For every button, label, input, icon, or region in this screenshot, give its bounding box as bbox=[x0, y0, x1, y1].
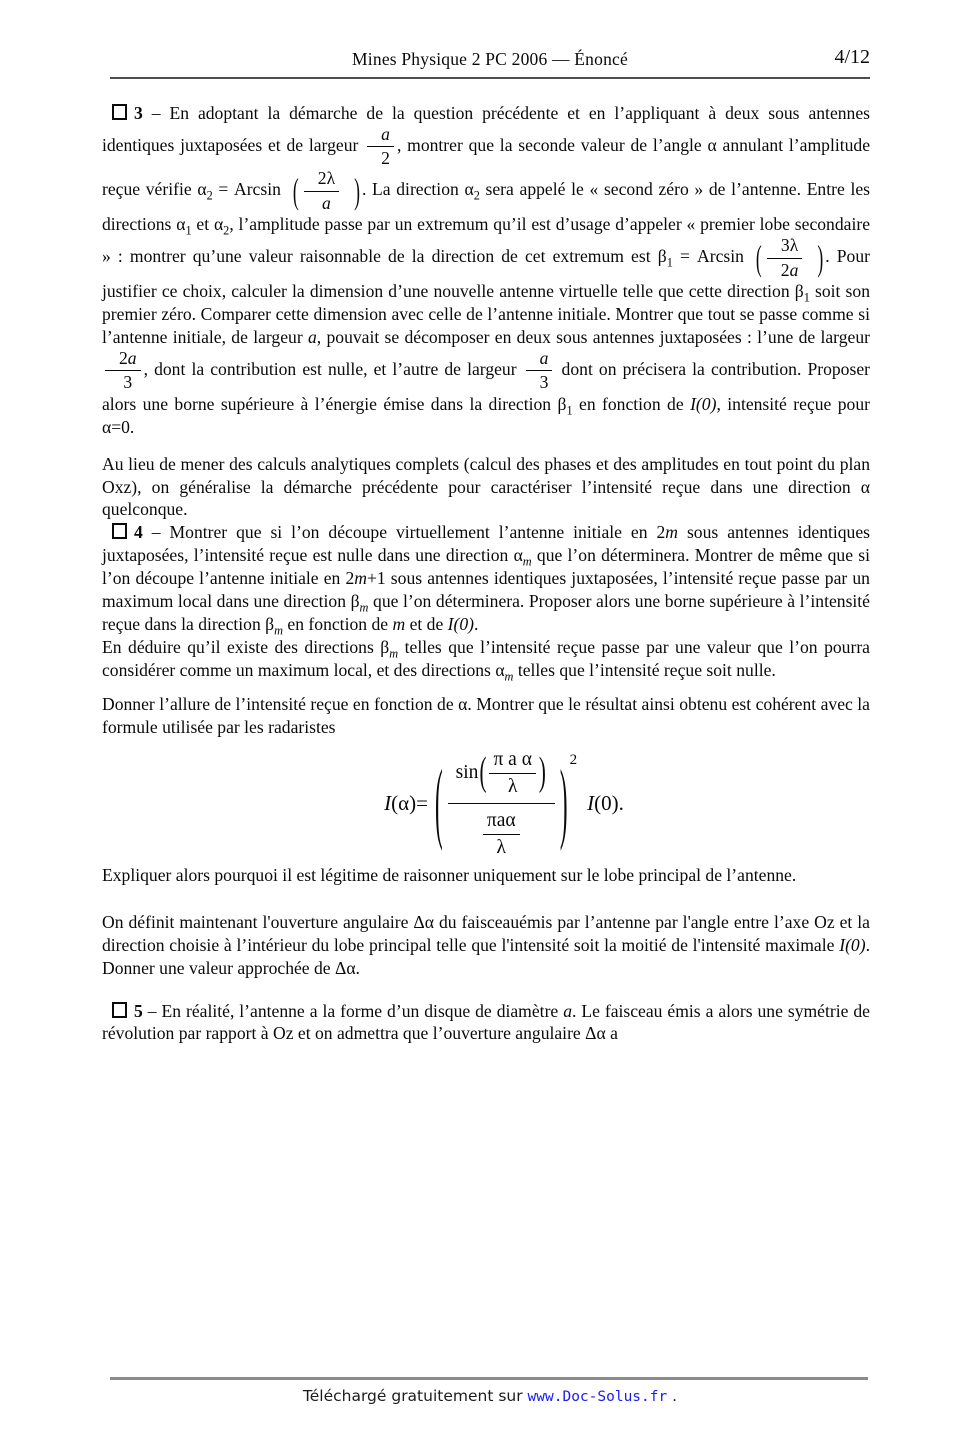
fraction-denominator: λ bbox=[507, 775, 518, 797]
equation-lhs: I(α)= bbox=[384, 790, 428, 815]
text-run: En déduire qu’il existe des directions bbox=[102, 636, 381, 657]
checkbox-icon bbox=[112, 523, 127, 539]
footer-label: Téléchargé gratuitement sur bbox=[302, 1387, 528, 1405]
text-run: dont on précisera la contribution. Proposer alors une borne supérieure à l’énergie émise dans la direction bbox=[102, 359, 870, 415]
subscript: m bbox=[274, 623, 284, 638]
variable-m: m bbox=[665, 522, 679, 543]
fraction-denominator: λ bbox=[496, 836, 507, 858]
alpha-symbol: α bbox=[495, 659, 505, 680]
beta-symbol: β bbox=[350, 590, 360, 611]
subscript: m bbox=[359, 600, 369, 615]
equation-rhs: I(0). bbox=[587, 790, 624, 815]
beta1-symbol bbox=[794, 281, 810, 305]
alpha2-symbol bbox=[213, 214, 230, 238]
subscript: m bbox=[522, 554, 532, 569]
fraction-denominator: a bbox=[322, 192, 331, 213]
beta-symbol: β bbox=[380, 636, 390, 657]
fraction-denominator: 3 bbox=[539, 372, 549, 393]
left-paren-icon: ( bbox=[479, 749, 487, 795]
beta-symbol: β bbox=[557, 394, 567, 415]
intensity-I0: I(0) bbox=[447, 613, 475, 634]
left-paren-icon: ( bbox=[755, 236, 762, 278]
page-number: 4/12 bbox=[834, 46, 870, 68]
variable-a: a bbox=[307, 327, 317, 347]
left-paren-icon: ( bbox=[435, 753, 443, 851]
text-run: . Le faisceau émis a alors une symétrie de révolution par rapport à Oz et on admettra que l’ouverture angulaire Δα a bbox=[102, 1000, 870, 1044]
page-header-title: Mines Physique 2 PC 2006 — Énoncé bbox=[352, 49, 628, 69]
subscript: 2 bbox=[223, 223, 230, 238]
intensity-I0: I(0) bbox=[690, 394, 717, 415]
alpha-symbol: α bbox=[176, 214, 186, 235]
fraction-2a-over-3 bbox=[105, 349, 141, 393]
right-paren-icon: ) bbox=[817, 236, 824, 278]
allure-paragraph: Donner l’allure de l’intensité reçue en fonction de α. Montrer que le résultat ainsi obtenu est cohérent avec la formule utilisée par les radaristes bbox=[102, 694, 870, 738]
text-run: en fonction de bbox=[572, 394, 691, 415]
beta-symbol: β bbox=[265, 613, 275, 634]
question-4-paragraph bbox=[102, 521, 871, 638]
fraction-numerator: 2a bbox=[105, 349, 141, 372]
text-run: En adoptant la démarche de la question précédente et en l’appliquant à deux sous antennes identiques juxtaposées et de largeur bbox=[102, 103, 871, 155]
checkbox-icon bbox=[112, 104, 127, 120]
doc-solus-link[interactable]: www.Doc-Solus.fr bbox=[527, 1389, 668, 1405]
fraction-denominator: 2 bbox=[381, 148, 390, 169]
footer-text bbox=[0, 1387, 980, 1405]
text-run: = Arcsin bbox=[212, 179, 281, 200]
fraction-numerator: 2λ bbox=[304, 169, 339, 192]
fraction-a-over-3 bbox=[526, 349, 553, 393]
page-header bbox=[110, 46, 870, 70]
text-run: en fonction de bbox=[283, 613, 393, 634]
beta-symbol: β bbox=[794, 281, 804, 302]
text-run: , intensité reçue pour α=0. bbox=[102, 394, 871, 437]
expliquer-paragraph: Expliquer alors pourquoi il est légitime de raisonner uniquement sur le lobe principal de l’antenne. bbox=[102, 865, 797, 886]
text-run: telles que l’intensité reçue passe par une valeur que l’on pourra considérer comme un maximum local, et des directions bbox=[102, 636, 870, 680]
footer-rule bbox=[110, 1377, 868, 1380]
radar-formula bbox=[384, 749, 624, 858]
subscript: m bbox=[504, 669, 514, 684]
text-run: . Donner une valeur approchée de Δα. bbox=[102, 934, 870, 978]
question-3-paragraph bbox=[102, 102, 870, 439]
document-body bbox=[102, 102, 870, 1045]
fraction-denominator: 3 bbox=[123, 372, 133, 393]
question-number: 4 bbox=[134, 522, 143, 543]
variable-m: m bbox=[354, 568, 367, 589]
alpha-symbol: α bbox=[513, 545, 523, 566]
subscript: 1 bbox=[185, 223, 192, 238]
alpha2-symbol bbox=[464, 179, 480, 203]
alpha-m-symbol bbox=[495, 659, 514, 684]
right-paren-icon: ) bbox=[538, 749, 546, 795]
question-number: 5 bbox=[134, 1000, 143, 1021]
fraction-a-over-2 bbox=[367, 125, 394, 169]
subscript: 1 bbox=[803, 290, 810, 305]
beta-m-symbol bbox=[350, 590, 369, 615]
fraction-denominator: 2a bbox=[780, 259, 799, 280]
text-run: sous antennes identiques juxtaposées, l’intensité reçue est nulle dans une direction bbox=[102, 522, 871, 566]
fraction-numerator: a bbox=[367, 125, 394, 148]
intensity-I0: I(0) bbox=[839, 934, 866, 955]
fraction-2lambda-over-a bbox=[304, 169, 339, 213]
question-number: 3 bbox=[134, 103, 143, 123]
right-paren-icon: ) bbox=[559, 753, 568, 851]
fraction-3lambda-over-2a bbox=[767, 236, 803, 280]
text-run: , l’amplitude passe par un extremum qu’il est d’usage d’appeler « premier lobe secondaire » : montrer qu’une valeur raisonnable de la direction de cet extremum est bbox=[102, 214, 871, 267]
alpha-symbol: α bbox=[197, 179, 207, 200]
fraction-numerator: 3λ bbox=[767, 236, 803, 259]
text-run: En réalité, l’antenne a la forme d’un disque de diamètre bbox=[161, 1000, 564, 1021]
fraction-pia-alpha-over-lambda bbox=[483, 810, 520, 858]
alpha-m-symbol bbox=[513, 545, 532, 569]
alpha-symbol: α bbox=[213, 214, 224, 235]
text-run: que l’on déterminera. Proposer alors une borne supérieure à l’intensité reçue dans la direction bbox=[102, 590, 870, 634]
text-run: et bbox=[191, 214, 214, 235]
equation-main-fraction bbox=[448, 749, 555, 858]
beta-m-symbol bbox=[380, 636, 399, 661]
text-run: Montrer que si l’on découpe virtuellement l’antenne initiale en 2 bbox=[169, 522, 666, 543]
beta-m-symbol bbox=[265, 613, 284, 638]
variable-a: a bbox=[563, 1000, 572, 1021]
sin-function: sin bbox=[455, 762, 479, 784]
text-run: sera appelé le « second zéro » de l’antenne. Entre les directions bbox=[102, 179, 871, 235]
text-run: soit son premier zéro. Comparer cette dimension avec celle de l’antenne initiale. Montrer que tout se passe comme si l’antenne initiale, de largeur bbox=[102, 281, 870, 347]
text-run: – bbox=[142, 103, 170, 123]
footer-dot: . bbox=[667, 1387, 678, 1405]
subscript: 2 bbox=[473, 188, 480, 203]
text-run: . bbox=[474, 613, 479, 634]
radar-formula-block bbox=[138, 749, 870, 858]
question-5-paragraph bbox=[102, 1000, 870, 1046]
subscript: 1 bbox=[666, 255, 673, 270]
text-run: telles que l’intensité reçue soit nulle. bbox=[513, 659, 776, 680]
alpha-symbol: α bbox=[464, 179, 474, 200]
fraction-numerator: π a α bbox=[489, 749, 535, 774]
subscript: 1 bbox=[566, 403, 573, 418]
alpha1-symbol bbox=[176, 214, 192, 238]
equation-denominator bbox=[481, 804, 522, 858]
ouverture-paragraph bbox=[102, 911, 870, 980]
equation-exponent: 2 bbox=[569, 752, 578, 769]
text-run: , dont la contribution est nulle, et l’autre de largeur bbox=[143, 359, 523, 379]
text-run: que l’on déterminera. Montrer de même que si l’on découpe l’antenne initiale en 2 bbox=[102, 545, 870, 589]
text-run: , pouvait se décomposer en deux sous antennes juxtaposées : l’une de largeur bbox=[316, 327, 870, 347]
text-run: +1 sous antennes identiques juxtaposées, l’intensité reçue passe par un maximum local dans une direction bbox=[102, 568, 870, 611]
deduction-paragraph bbox=[102, 636, 870, 682]
text-run: – bbox=[142, 522, 170, 543]
generalisation-paragraph: Au lieu de mener des calculs analytiques complets (calcul des phases et des amplitudes en tout point du plan Oxz), on généralise la démarche précédente pour caractériser l’intensité reçue dans une direction α quelconque. bbox=[102, 453, 870, 520]
fraction-numerator: a bbox=[526, 349, 553, 372]
text-run: On définit maintenant l'ouverture angulaire Δα du faisceauémis par l’antenne par l'angle entre l’axe Oz et la direction choisie à l’intérieur du lobe principal telle que l'intensité soit la moitié de l'intensité maximale bbox=[102, 911, 870, 955]
checkbox-icon bbox=[112, 1002, 127, 1018]
right-paren-icon: ) bbox=[354, 169, 360, 211]
text-run: et de bbox=[405, 613, 448, 634]
text-run: . Pour justifier ce choix, calculer la dimension d’une nouvelle antenne virtuelle telle que cette direction bbox=[102, 246, 870, 302]
text-run: . La direction bbox=[361, 179, 465, 200]
text-run: – bbox=[142, 1000, 162, 1021]
beta1-symbol bbox=[557, 394, 573, 418]
fraction-pia-alpha-over-lambda bbox=[489, 749, 535, 797]
fraction-numerator: πaα bbox=[483, 810, 520, 835]
beta-symbol: β bbox=[657, 246, 667, 267]
header-rule bbox=[110, 77, 870, 79]
subscript: 2 bbox=[206, 188, 213, 203]
equation-numerator bbox=[448, 749, 555, 803]
text-run: , montrer que la seconde valeur de l’angle α annulant l’amplitude reçue vérifie bbox=[102, 135, 871, 200]
variable-m: m bbox=[392, 613, 406, 634]
text-run: = Arcsin bbox=[672, 246, 744, 267]
subscript: m bbox=[389, 646, 399, 661]
left-paren-icon: ( bbox=[292, 169, 299, 211]
